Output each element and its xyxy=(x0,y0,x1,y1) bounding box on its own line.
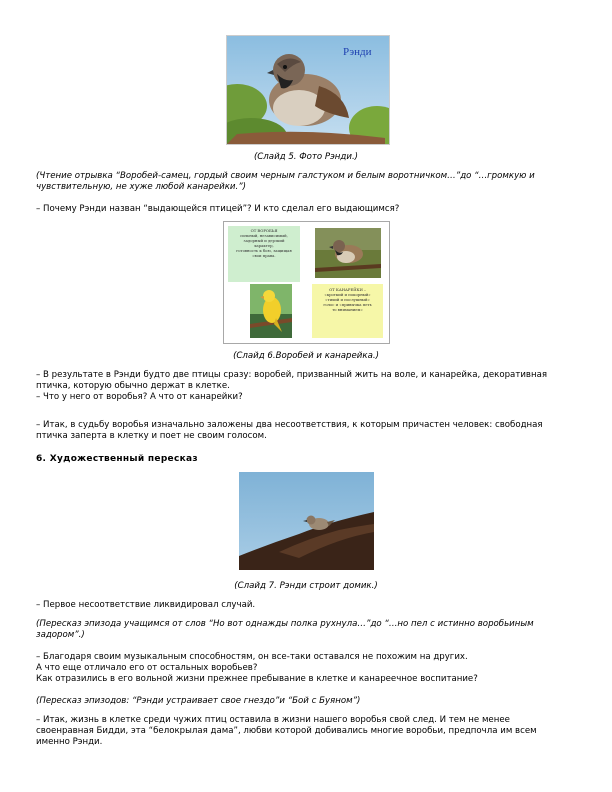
paragraph-line: – В результате в Рэнди будто две птицы сразу: воробей, призванный жить на воле, и канарейка, декоративная xyxy=(36,370,548,380)
paragraph-line: – Итак, в судьбу воробья изначально заложены два несоответствия, к которым причастен человек: свободная xyxy=(36,420,543,430)
sparrow-trait-2: задорный и дерзкий xyxy=(243,238,285,243)
slide5-sparrow-photo xyxy=(226,35,390,145)
canary-traits-title: ОТ КАНАРЕЙКИ – xyxy=(329,287,366,292)
retelling-note-nest-fight: (Пересказ эпизодов: “Рэнди устраивает свое гнездо”и “Бой с Буяном”) xyxy=(36,696,361,706)
slide6-canary-photo xyxy=(250,284,292,338)
canary-trait-1: «кроткий и покорный» xyxy=(324,292,371,297)
sparrow-trait-4: готовность к бою, защищая xyxy=(236,248,292,253)
sparrow-photo-art xyxy=(227,36,389,144)
sparrow-traits-title: ОТ ВОРОБЬЯ xyxy=(250,228,278,233)
paragraph-two-mismatches xyxy=(36,420,543,442)
slide7-caption: (Слайд 7. Рэнди строит домик.) xyxy=(234,581,378,591)
paragraph-line: своенравная Бидди, эта “белокрылая дама”, любви которой добивались многие воробьи, предпочла им всем xyxy=(36,726,537,736)
slide6-sparrow-canary xyxy=(223,221,390,344)
canary-traits-box xyxy=(312,284,383,338)
sparrow-trait-1: сильный, независимый, xyxy=(240,233,288,238)
paragraph-line: птичка заперта в клетку и поет не своим голосом. xyxy=(36,431,267,441)
sparrow-trait-5: свои права. xyxy=(252,253,276,258)
slide7-sparrow-nest-photo xyxy=(239,472,374,570)
paragraph-line: именно Рэнди. xyxy=(36,737,103,747)
sparrow-art xyxy=(315,228,381,278)
paragraph-two-birds xyxy=(36,370,547,403)
sparrow-traits-box xyxy=(228,226,300,282)
retelling-note-shelf xyxy=(36,619,534,641)
slide5-caption: (Слайд 5. Фото Рэнди.) xyxy=(253,152,359,162)
canary-trait-4: то вниманием» xyxy=(332,307,363,312)
paragraph-line: – Итак, жизнь в клетке среди чужих птиц оставила в жизни нашего воробья свой след. И тем не менее xyxy=(36,715,510,725)
paragraph-line: А что еще отличало его от остальных воробьев? xyxy=(36,663,258,673)
paragraph-line: (Пересказ эпизода учащимся от слов “Но вот однажды полка рухнула…”до “…но пел с истинно воробьиным xyxy=(36,619,534,629)
canary-trait-3: голос и «привычка петь xyxy=(323,302,372,307)
canary-art xyxy=(250,284,292,338)
sparrow-nest-art xyxy=(239,472,374,570)
paragraph-line: задором”.) xyxy=(36,630,85,640)
paragraph-line: птичка, которую обычно держат в клетке. xyxy=(36,381,230,391)
sparrow-trait-3: характер, xyxy=(254,243,274,248)
paragraph-musical-abilities xyxy=(36,652,478,685)
paragraph-first-mismatch: – Первое несоответствие ликвидировал случай. xyxy=(36,600,256,610)
paragraph-line: – Что у него от воробья? А что от канарейки? xyxy=(36,392,243,402)
paragraph-line: – Благодаря своим музыкальным способностям, он все-таки оставался не похожим на других. xyxy=(36,652,468,662)
reading-note: (Чтение отрывка “Воробей-самец, гордый своим черным галстуком и белым воротничком…”до “…громкую и чувствительную, не хуже любой канарейки.”) xyxy=(36,171,535,192)
paragraph-line: Как отразились в его вольной жизни прежнее пребывание в клетке и канареечное воспитание? xyxy=(36,674,478,684)
section-heading: 6. Художественный пересказ xyxy=(36,454,198,464)
slide6-sparrow-photo xyxy=(315,228,381,278)
slide5-photo-label: Рэнди xyxy=(343,46,372,58)
slide6-caption: (Слайд 6.Воробей и канарейка.) xyxy=(233,351,379,361)
canary-trait-2: «тихий и послушный» xyxy=(325,297,370,302)
paragraph-biddy xyxy=(36,715,537,748)
question-why-outstanding: – Почему Рэнди назван “выдающейся птицей”? И кто сделал его выдающимся? xyxy=(36,204,400,214)
